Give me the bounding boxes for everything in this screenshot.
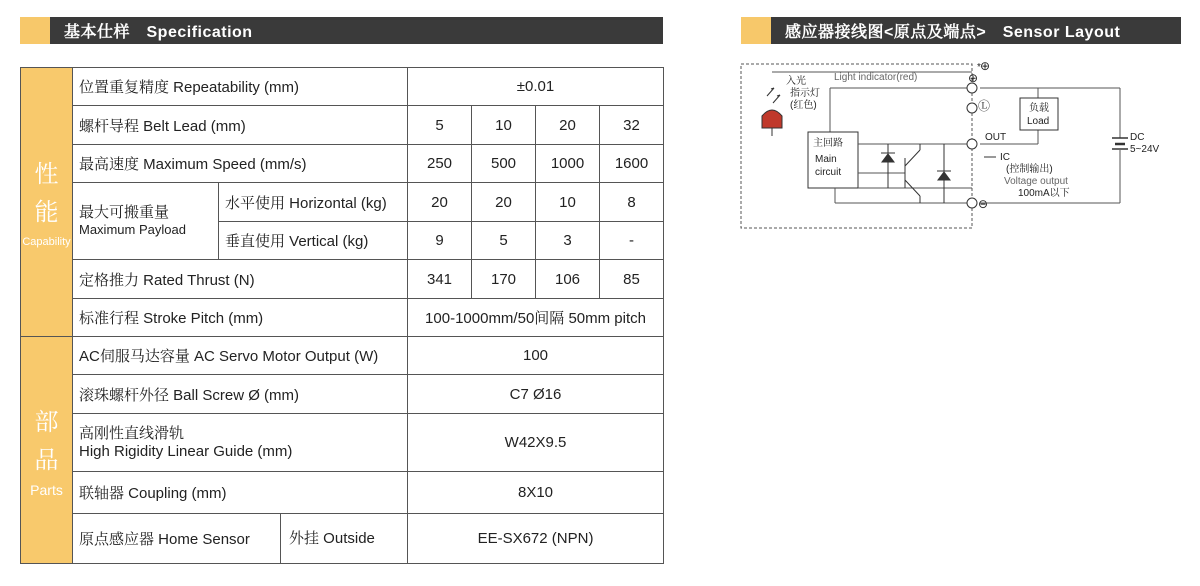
table-row (21, 414, 664, 472)
sensor-wiring-diagram (740, 58, 980, 230)
rated-thrust-value: 341 (408, 260, 472, 299)
spec-section-title: 基本仕样 Specification (64, 24, 253, 41)
max-speed-value: 1000 (536, 145, 600, 183)
indicator-label: 指示灯 (790, 88, 820, 99)
coupling-label: 联轴器 Coupling (mm) (73, 472, 408, 514)
vertical-value: 9 (408, 222, 472, 260)
light-in-label: 入光 (786, 76, 806, 87)
belt-lead-value: 20 (536, 106, 600, 145)
sensor-load-diagram (980, 58, 1170, 230)
max-current-label: 100mA以下 (1018, 188, 1070, 199)
repeatability-value: ±0.01 (408, 68, 664, 106)
rated-thrust-value: 106 (536, 260, 600, 299)
max-speed-value: 250 (408, 145, 472, 183)
belt-lead-label: 螺杆导程 Belt Lead (mm) (73, 106, 408, 145)
home-sensor-sub-label: 外挂 Outside (280, 514, 407, 563)
table-row (21, 260, 664, 299)
plus-symbol: ⊕ (980, 59, 991, 73)
home-sensor-value: EE-SX672 (NPN) (408, 514, 664, 564)
table-row (21, 337, 664, 375)
home-sensor-cell (73, 514, 408, 564)
sensor-section-title: 感应器接线图<原点及端点> Sensor Layout (785, 24, 1121, 41)
table-row (21, 68, 664, 106)
spec-table (20, 67, 664, 564)
horizontal-value: 20 (408, 183, 472, 222)
spec-section-header (20, 17, 663, 44)
rated-thrust-value: 170 (472, 260, 536, 299)
minus-label: ⊖ (978, 197, 989, 211)
group-char: 品 (34, 446, 59, 474)
stroke-pitch-label: 标准行程 Stroke Pitch (mm) (73, 299, 408, 337)
light-indicator-label: Light indicator(red) (834, 72, 918, 83)
stroke-pitch-value: 100-1000mm/50间隔 50mm pitch (408, 299, 664, 337)
linear-guide-label-en: High Rigidity Linear Guide (mm) (79, 442, 293, 460)
coupling-value: 8X10 (408, 472, 664, 514)
max-speed-label: 最高速度 Maximum Speed (mm/s) (73, 145, 408, 183)
belt-lead-value: 10 (472, 106, 536, 145)
home-sensor-label: 原点感应器 Home Sensor (79, 531, 250, 548)
linear-guide-value: W42X9.5 (408, 414, 664, 472)
transistor-icon (905, 144, 920, 203)
plus-label: ⊕ (968, 71, 979, 85)
group-en-label: Capability (22, 235, 71, 248)
control-output-label: (控制输出) (1006, 164, 1053, 175)
belt-lead-value: 5 (408, 106, 472, 145)
max-payload-label-en: Maximum Payload (79, 222, 186, 237)
vertical-label: 垂直使用 Vertical (kg) (219, 222, 408, 260)
vertical-value: 3 (536, 222, 600, 260)
load-en-label: Load (1027, 116, 1050, 127)
vertical-value: - (600, 222, 664, 260)
group-char: 能 (34, 198, 59, 226)
ball-screw-label: 滚珠螺杆外径 Ball Screw Ø (mm) (73, 375, 408, 414)
group-char: 性 (34, 160, 59, 188)
table-row (21, 106, 664, 145)
zener-diode-icon (881, 144, 895, 188)
header-accent (741, 17, 771, 44)
linear-guide-label (73, 414, 408, 472)
horizontal-value: 8 (600, 183, 664, 222)
ball-screw-value: C7 Ø16 (408, 375, 664, 414)
table-row (21, 299, 664, 337)
terminal-minus-icon (967, 198, 977, 208)
load-cn-label: 负载 (1029, 103, 1049, 114)
vertical-value: 5 (472, 222, 536, 260)
led-icon (762, 110, 782, 128)
max-payload-label-cn: 最大可搬重量 (79, 204, 170, 221)
repeatability-label: 位置重复精度 Repeatability (mm) (73, 68, 408, 106)
table-row (21, 183, 664, 222)
light-arrows-icon (767, 88, 780, 103)
table-row (21, 375, 664, 414)
group-char: 部 (34, 408, 59, 436)
rated-thrust-value: 85 (600, 260, 664, 299)
max-speed-value: 1600 (600, 145, 664, 183)
dc-range-label: 5~24V (1130, 144, 1160, 155)
red-label: (红色) (790, 100, 817, 111)
dc-label: DC (1130, 132, 1145, 143)
main-circuit-en1: Main (815, 154, 837, 165)
horizontal-label: 水平使用 Horizontal (kg) (219, 183, 408, 222)
linear-guide-label-cn: 高刚性直线滑轨 (79, 424, 185, 442)
ac-servo-value: 100 (408, 337, 664, 375)
group-capability (21, 68, 73, 337)
terminal-out-icon (967, 139, 977, 149)
out-label: OUT (985, 132, 1007, 143)
horizontal-value: 20 (472, 183, 536, 222)
voltage-output-label: Voltage output (1004, 176, 1068, 187)
max-speed-value: 500 (472, 145, 536, 183)
sensor-section-header (741, 17, 1181, 44)
zener-diode-icon (937, 144, 951, 203)
max-payload-label (73, 183, 219, 260)
main-circuit-en2: circuit (815, 167, 842, 178)
group-en-label: Parts (30, 481, 63, 498)
l-terminal-label: Ⓛ (978, 99, 991, 113)
asterisk-label: * (977, 62, 981, 73)
rated-thrust-label: 定格推力 Rated Thrust (N) (73, 260, 408, 299)
header-accent (20, 17, 50, 44)
horizontal-value: 10 (536, 183, 600, 222)
group-parts (21, 337, 73, 564)
main-circuit-cn: 主回路 (813, 138, 843, 149)
table-row (21, 145, 664, 183)
ac-servo-label: AC伺服马达容量 AC Servo Motor Output (W) (73, 337, 408, 375)
dc-battery-icon (1112, 138, 1128, 149)
table-row (21, 472, 664, 514)
belt-lead-value: 32 (600, 106, 664, 145)
ic-label: IC (1000, 152, 1010, 163)
terminal-l-icon (967, 103, 977, 113)
table-row (21, 514, 664, 564)
